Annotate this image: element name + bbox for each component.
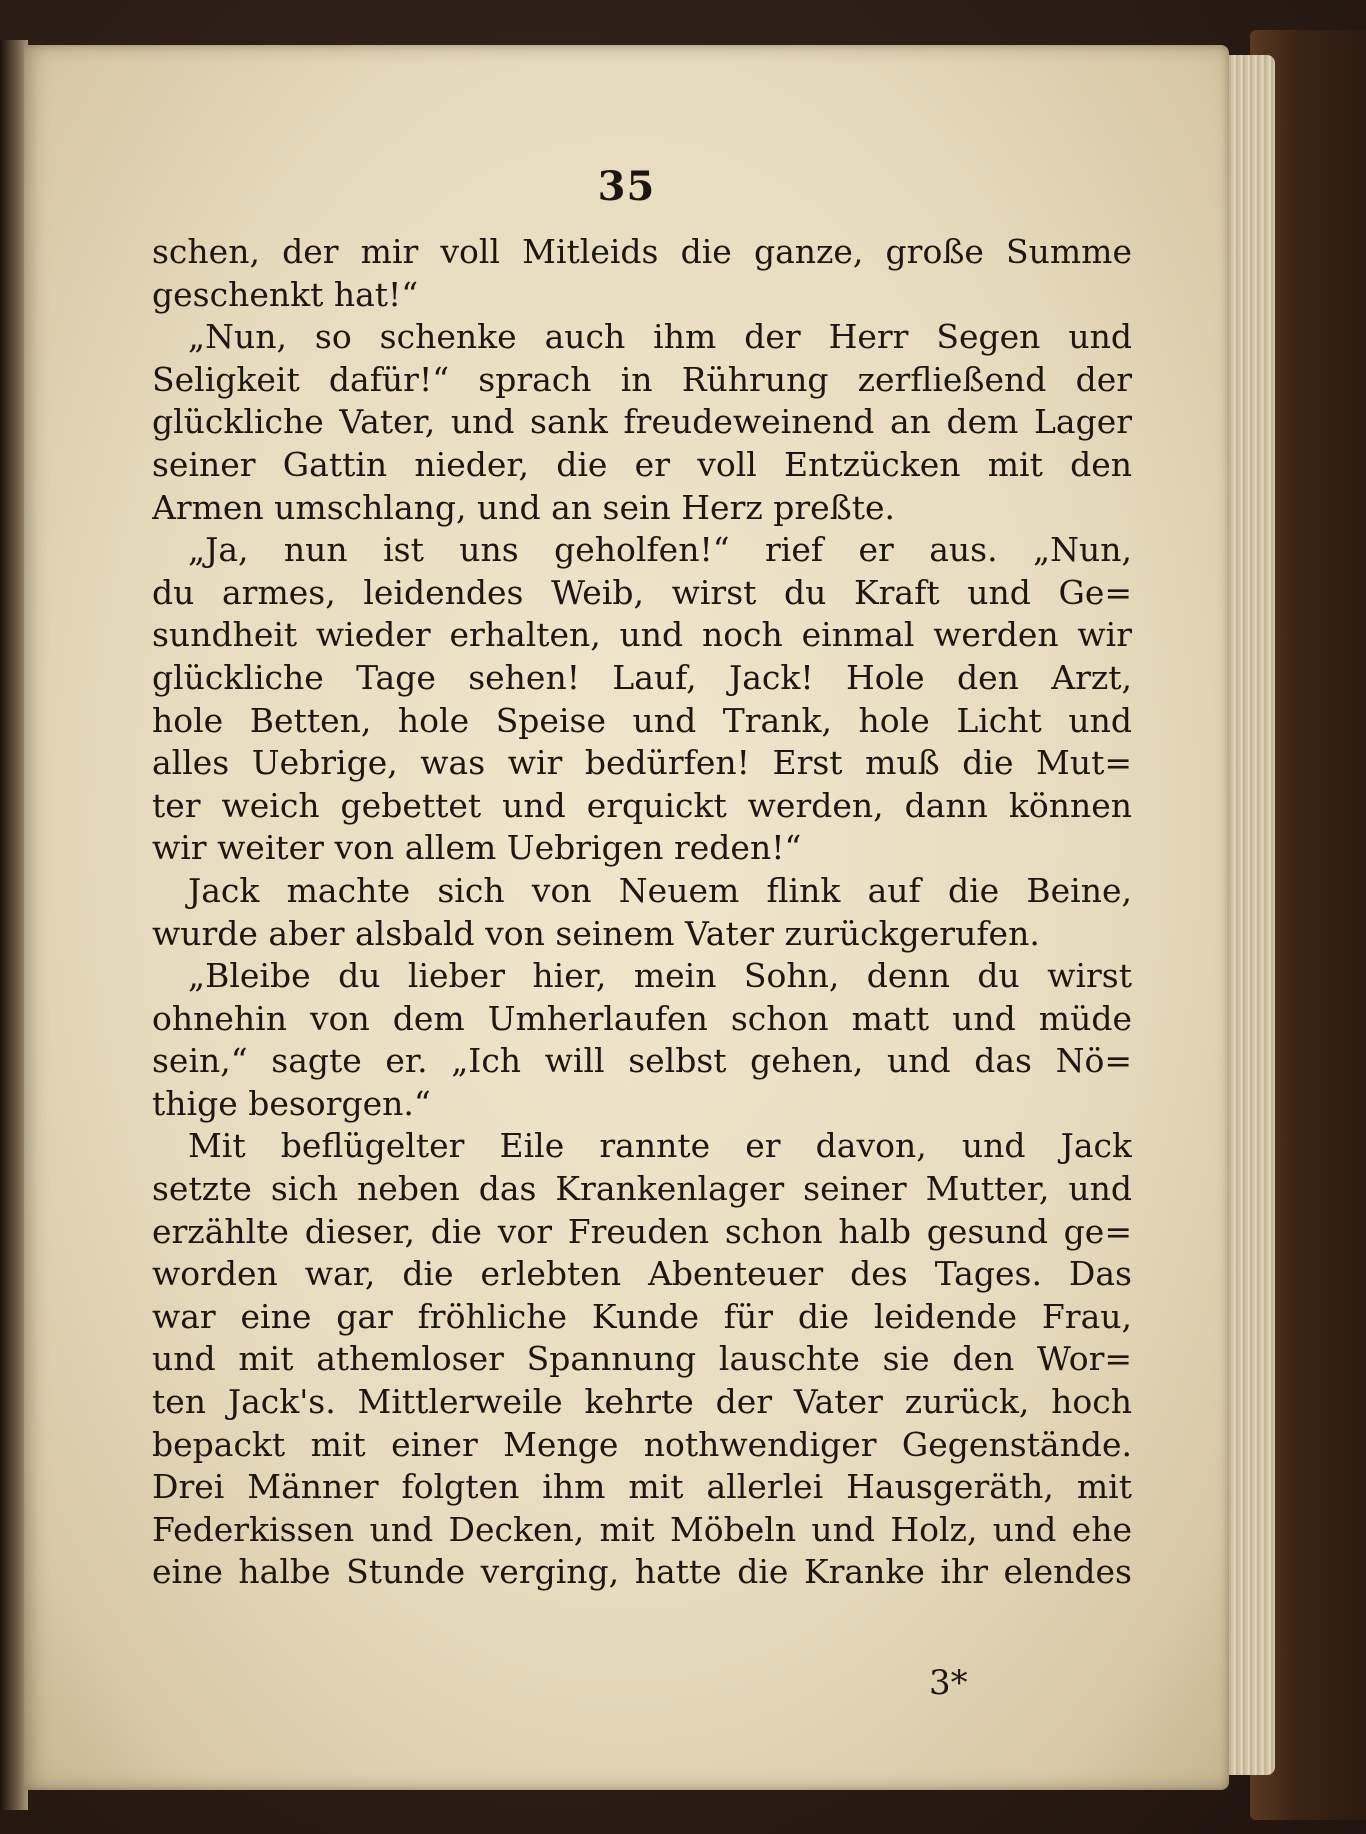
text-line: Jack machte sich von Neuem flink auf die Beine, (188, 870, 1132, 910)
text-line: erzählte dieser, die vor Freuden schon halb gesund ge= (152, 1211, 1132, 1251)
text-line: glückliche Vater, und sank freudeweinend an dem Lager (152, 402, 1132, 442)
text-line: alles Uebrige, was wir bedürfen! Erst muß die Mut= (152, 743, 1132, 783)
text-line: sein,“ sagte er. „Ich will selbst gehen, und das Nö= (152, 1041, 1132, 1081)
text-line: glückliche Tage sehen! Lauf, Jack! Hole den Arzt, (152, 657, 1132, 697)
text-line: schen, der mir voll Mitleids die ganze, große Summe (152, 232, 1132, 271)
page-text (152, 231, 1132, 1594)
page-number: 35 (597, 163, 656, 210)
text-line: Drei Männer folgten ihm mit allerlei Hausgeräth, mit (152, 1467, 1132, 1507)
text-line: setzte sich neben das Krankenlager seiner Mutter, und (152, 1169, 1132, 1209)
text-line: Seligkeit dafür!“ sprach in Rührung zerfließend der (152, 359, 1132, 399)
text-line: bepackt mit einer Menge nothwendiger Gegenstände. (152, 1424, 1132, 1464)
text-line: Armen umschlang, und an sein Herz preßte. (152, 487, 895, 527)
text-line: wir weiter von allem Uebrigen reden!“ (152, 828, 802, 868)
text-line: war eine gar fröhliche Kunde für die leidende Frau, (152, 1296, 1132, 1336)
text-line: hole Betten, hole Speise und Trank, hole Licht und (152, 700, 1132, 740)
text-line: „Ja, nun ist uns geholfen!“ rief er aus. „Nun, (188, 530, 1132, 570)
text-line: ter weich gebettet und erquickt werden, dann können (152, 785, 1132, 825)
text-line: seiner Gattin nieder, die er voll Entzücken mit den (152, 444, 1132, 484)
text-line: „Bleibe du lieber hier, mein Sohn, denn du wirst (188, 956, 1132, 996)
text-line: wurde aber alsbald von seinem Vater zurückgerufen. (152, 913, 1040, 953)
text-line: eine halbe Stunde verging, hatte die Kranke ihr elendes (152, 1552, 1132, 1592)
text-line: Federkissen und Decken, mit Möbeln und Holz, und ehe (152, 1509, 1132, 1549)
text-line: ohnehin von dem Umherlaufen schon matt und müde (152, 998, 1132, 1038)
book-page (24, 45, 1229, 1790)
text-line: ten Jack's. Mittlerweile kehrte der Vater zurück, hoch (152, 1382, 1132, 1422)
text-line: sundheit wieder erhalten, und noch einmal werden wir (152, 615, 1132, 655)
text-line: „Nun, so schenke auch ihm der Herr Segen und (188, 317, 1132, 357)
text-line: thige besorgen.“ (152, 1083, 431, 1123)
text-line: worden war, die erlebten Abenteuer des Tages. Das (152, 1254, 1132, 1294)
text-line: geschenkt hat!“ (152, 274, 419, 314)
text-line: du armes, leidendes Weib, wirst du Kraft und Ge= (152, 572, 1132, 612)
page-edges (1225, 55, 1275, 1775)
text-line: und mit athemloser Spannung lauschte sie den Wor= (152, 1339, 1132, 1379)
signature-mark: 3* (929, 1663, 968, 1703)
text-line: Mit beflügelter Eile rannte er davon, und Jack (188, 1126, 1132, 1166)
